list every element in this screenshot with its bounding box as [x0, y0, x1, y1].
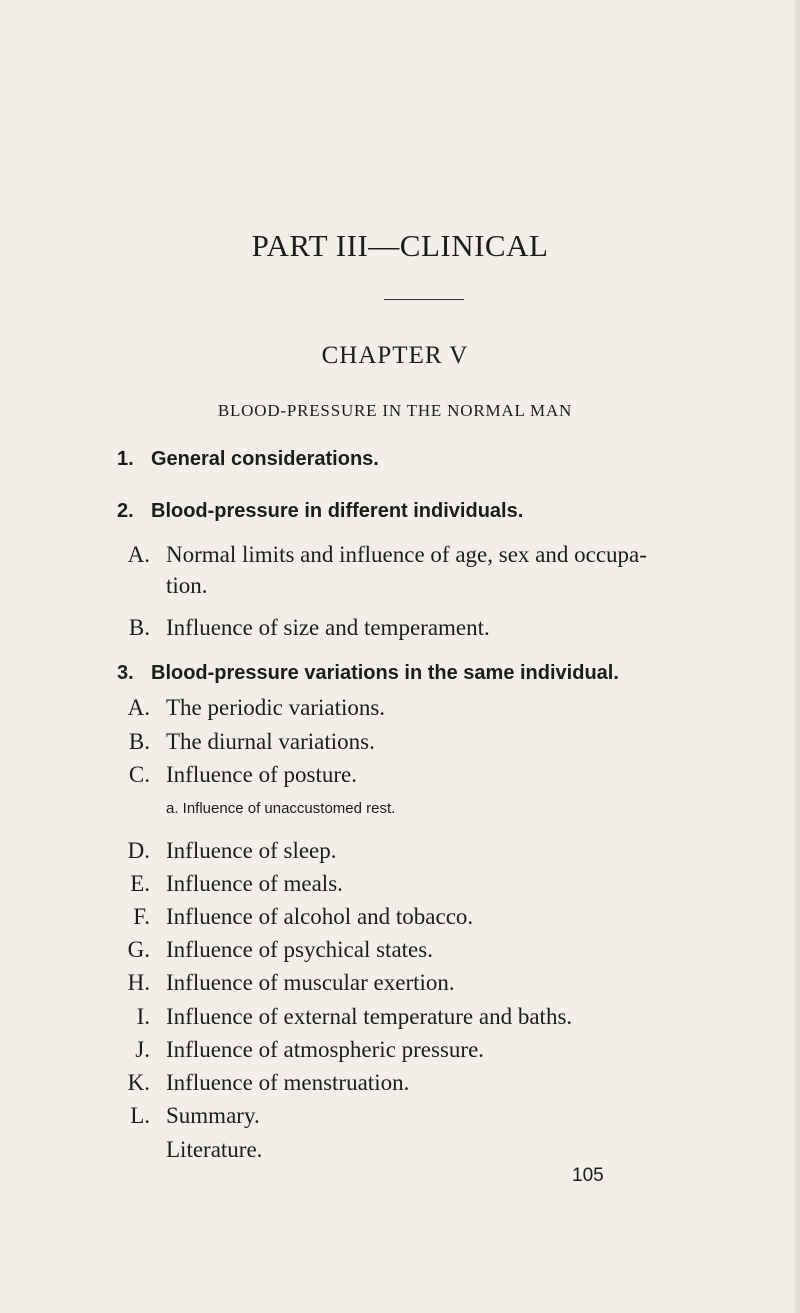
item-text: Influence of menstruation.	[166, 1070, 410, 1095]
literature-label: Literature.	[166, 1137, 263, 1162]
item-letter: C.	[128, 762, 150, 787]
page-edge	[794, 0, 800, 1313]
chapter-subtitle: BLOOD-PRESSURE IN THE NORMAL MAN	[217, 401, 573, 420]
section-title: General considerations.	[151, 448, 379, 470]
item-letter: B.	[128, 729, 150, 754]
item-text: Influence of psychical states.	[166, 937, 433, 962]
item-text: Influence of muscular exertion.	[166, 970, 455, 995]
item-letter: A.	[127, 695, 150, 720]
item-text: Influence of external temperature and baths.	[166, 1004, 573, 1029]
item-letter: J.	[135, 1037, 150, 1062]
item-text: Influence of alcohol and tobacco.	[166, 904, 474, 929]
item-text: Influence of sleep.	[166, 838, 337, 863]
item-text: Influence of meals.	[166, 871, 343, 896]
item-letter: D.	[127, 838, 150, 863]
item-letter: F.	[133, 904, 150, 929]
sub-item: a. Influence of unaccustomed rest.	[166, 800, 396, 817]
item-text: The periodic variations.	[166, 695, 386, 720]
item-letter: L.	[130, 1103, 150, 1128]
item-text: Influence of atmospheric pressure.	[166, 1037, 485, 1062]
part-title: PART III—CLINICAL	[251, 228, 549, 263]
item-letter: K.	[127, 1070, 150, 1095]
item-text: The diurnal variations.	[166, 729, 375, 754]
section-title: Blood-pressure variations in the same individual.	[151, 662, 619, 684]
section-title: Blood-pressure in different individuals.	[151, 500, 524, 522]
item-letter: H.	[127, 970, 150, 995]
section-number: 1.	[117, 448, 134, 470]
item-text: Influence of posture.	[166, 762, 357, 787]
item-letter: B.	[128, 615, 150, 640]
section-number: 3.	[117, 662, 134, 684]
page-number: 105	[572, 1165, 604, 1186]
item-letter: E.	[130, 871, 150, 896]
item-text: Normal limits and influence of age, sex and occupa-	[166, 542, 647, 567]
item-letter: I.	[136, 1004, 150, 1029]
item-letter: G.	[127, 937, 150, 962]
title-rule	[384, 299, 464, 300]
item-text: tion.	[166, 573, 208, 598]
section-number: 2.	[117, 500, 134, 522]
item-letter: A.	[127, 542, 150, 567]
item-text: Influence of size and temperament.	[166, 615, 490, 640]
item-text: Summary.	[166, 1103, 260, 1128]
chapter-title: CHAPTER V	[321, 342, 469, 369]
